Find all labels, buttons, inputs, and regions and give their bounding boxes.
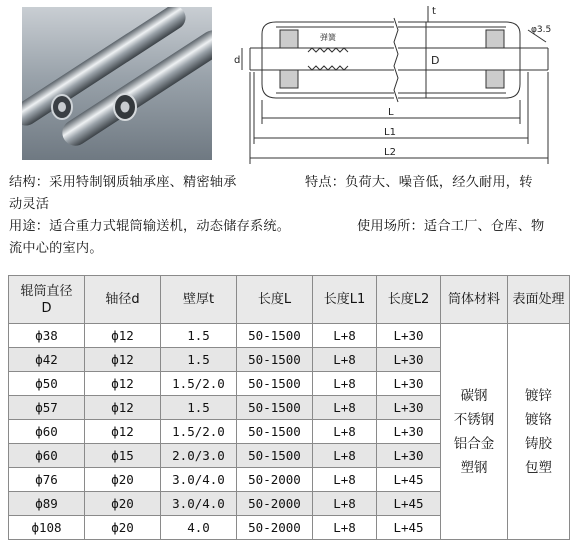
cell-length-l: 50-2000 — [237, 516, 313, 540]
cell-length-l2: L+45 — [377, 516, 441, 540]
cell-length-l2: L+45 — [377, 492, 441, 516]
cell-wall-thickness: 1.5/2.0 — [161, 420, 237, 444]
cell-roller-diameter: ф60 — [9, 420, 85, 444]
label-L2: L2 — [384, 147, 396, 158]
cell-length-l1: L+8 — [313, 396, 377, 420]
material-item: 碳钢 — [460, 387, 488, 404]
product-description — [9, 172, 569, 260]
cell-roller-diameter: ф57 — [9, 396, 85, 420]
cell-wall-thickness: 1.5 — [161, 348, 237, 372]
table-row — [9, 324, 570, 348]
cell-length-l2: L+30 — [377, 324, 441, 348]
header-length-l1: 长度L1 — [313, 276, 377, 324]
cell-length-l2: L+30 — [377, 348, 441, 372]
cell-shaft-diameter: ф12 — [85, 372, 161, 396]
label-t: t — [432, 6, 436, 17]
cell-shaft-diameter: ф15 — [85, 444, 161, 468]
cell-length-l: 50-1500 — [237, 324, 313, 348]
cell-length-l: 50-1500 — [237, 372, 313, 396]
label-d: d — [234, 55, 241, 66]
cell-length-l1: L+8 — [313, 516, 377, 540]
cell-length-l2: L+30 — [377, 396, 441, 420]
material-item: 塑钢 — [460, 459, 488, 476]
roller-product-photo — [22, 7, 212, 160]
cell-shaft-diameter: ф20 — [85, 492, 161, 516]
cell-wall-thickness: 3.0/4.0 — [161, 468, 237, 492]
cell-wall-thickness: 3.0/4.0 — [161, 492, 237, 516]
header-roller-diameter-line1: 辊筒直径 — [20, 283, 73, 299]
label-L: L — [388, 107, 394, 118]
cell-wall-thickness: 1.5 — [161, 324, 237, 348]
cell-roller-diameter: ф38 — [9, 324, 85, 348]
header-roller-diameter-line2: D — [41, 300, 52, 316]
header-wall-thickness: 壁厚t — [161, 276, 237, 324]
cell-wall-thickness: 4.0 — [161, 516, 237, 540]
cell-roller-diameter: ф108 — [9, 516, 85, 540]
cell-roller-diameter: ф42 — [9, 348, 85, 372]
header-roller-diameter — [9, 276, 85, 324]
cell-length-l2: L+45 — [377, 468, 441, 492]
cell-shaft-diameter: ф12 — [85, 396, 161, 420]
cell-length-l2: L+30 — [377, 372, 441, 396]
cell-length-l: 50-1500 — [237, 420, 313, 444]
cell-length-l1: L+8 — [313, 492, 377, 516]
cell-length-l: 50-1500 — [237, 396, 313, 420]
surface-item: 镀锌 — [525, 387, 552, 404]
header-surface-treatment: 表面处理 — [508, 276, 570, 324]
place-text-cont: 流中心的室内。 — [9, 241, 103, 256]
material-item: 不锈钢 — [453, 411, 495, 428]
cell-roller-diameter: ф50 — [9, 372, 85, 396]
table-header-row — [9, 276, 570, 324]
cell-length-l2: L+30 — [377, 444, 441, 468]
header-length-l2: 长度L2 — [377, 276, 441, 324]
cell-tube-materials — [441, 324, 508, 540]
cell-length-l1: L+8 — [313, 372, 377, 396]
label-L1: L1 — [384, 127, 396, 138]
cell-length-l1: L+8 — [313, 324, 377, 348]
header-length-l: 长度L — [237, 276, 313, 324]
cell-shaft-diameter: ф20 — [85, 468, 161, 492]
cell-roller-diameter: ф76 — [9, 468, 85, 492]
cell-length-l: 50-1500 — [237, 348, 313, 372]
cell-length-l2: L+30 — [377, 420, 441, 444]
cell-shaft-diameter: ф20 — [85, 516, 161, 540]
cell-length-l1: L+8 — [313, 468, 377, 492]
cell-shaft-diameter: ф12 — [85, 420, 161, 444]
label-phi: φ3.5 — [531, 25, 552, 35]
features-text-cont: 动灵活 — [9, 197, 50, 212]
cell-length-l1: L+8 — [313, 348, 377, 372]
cell-length-l: 50-1500 — [237, 444, 313, 468]
spec-table — [8, 275, 570, 540]
usage-text: 用途：适合重力式辊筒输送机，动态储存系统。 — [9, 219, 291, 234]
cell-surface-treatments — [508, 324, 570, 540]
cell-wall-thickness: 2.0/3.0 — [161, 444, 237, 468]
cell-length-l1: L+8 — [313, 444, 377, 468]
surface-item: 铸胶 — [525, 435, 552, 452]
material-item: 铝合金 — [453, 435, 495, 452]
surface-item: 镀铬 — [525, 411, 552, 428]
header-shaft-diameter: 轴径d — [85, 276, 161, 324]
surface-item: 包塑 — [525, 459, 552, 476]
cell-shaft-diameter: ф12 — [85, 348, 161, 372]
place-text: 使用场所：适合工厂、仓库、物 — [357, 219, 545, 234]
cell-wall-thickness: 1.5 — [161, 396, 237, 420]
cell-shaft-diameter: ф12 — [85, 324, 161, 348]
cell-length-l: 50-2000 — [237, 492, 313, 516]
header-tube-material: 筒体材料 — [441, 276, 508, 324]
roller-technical-drawing — [228, 0, 577, 168]
cell-roller-diameter: ф89 — [9, 492, 85, 516]
cell-length-l: 50-2000 — [237, 468, 313, 492]
spring-label: 弹簧 — [320, 33, 336, 42]
features-text: 特点：负荷大、噪音低，经久耐用，转 — [305, 175, 533, 190]
cell-length-l1: L+8 — [313, 420, 377, 444]
cell-roller-diameter: ф60 — [9, 444, 85, 468]
label-D: D — [431, 54, 440, 67]
structure-text: 结构：采用特制钢质轴承座、精密轴承 — [9, 175, 237, 190]
cell-wall-thickness: 1.5/2.0 — [161, 372, 237, 396]
